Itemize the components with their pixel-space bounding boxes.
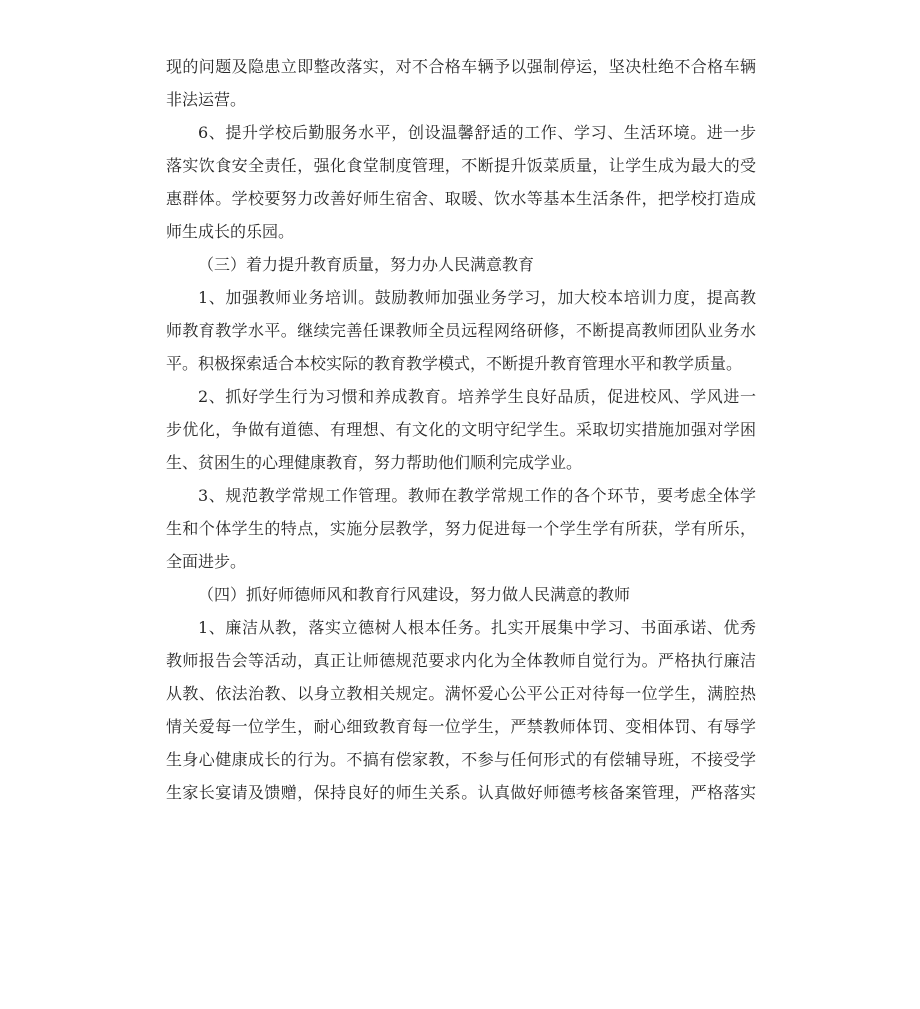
text-line: 全面进步。 <box>166 552 247 571</box>
text-line: 师教育教学水平。继续完善任课教师全员远程网络研修，不断提高教师团队业务水 <box>166 321 756 340</box>
text-line: 生、贫困生的心理健康教育，努力帮助他们顺利完成学业。 <box>166 453 583 472</box>
paragraph-start-line: 2、抓好学生行为习惯和养成教育。培养学生良好品质，促进校风、学风进一 <box>198 387 756 406</box>
text-line: 非法运营。 <box>166 90 247 109</box>
text-line: 生和个体学生的特点，实施分层教学，努力促进每一个学生学有所获，学有所乐， <box>166 519 756 538</box>
text-line: 现的问题及隐患立即整改落实，对不合格车辆予以强制停运，坚决杜绝不合格车辆 <box>166 57 756 76</box>
text-line: 平。积极探索适合本校实际的教育教学模式，不断提升教育管理水平和教学质量。 <box>166 354 743 373</box>
section-heading: （三）着力提升教育质量，努力办人民满意教育 <box>198 255 535 274</box>
text-line: 生家长宴请及馈赠，保持良好的师生关系。认真做好师德考核备案管理，严格落实 <box>166 783 756 802</box>
text-line: 步优化，争做有道德、有理想、有文化的文明守纪学生。采取切实措施加强对学困 <box>166 420 756 439</box>
text-line: 落实饮食安全责任，强化食堂制度管理，不断提升饭菜质量，让学生成为最大的受 <box>166 156 756 175</box>
paragraph-start-line: 6、提升学校后勤服务水平，创设温馨舒适的工作、学习、生活环境。进一步 <box>198 123 756 142</box>
section-heading: （四）抓好师德师风和教育行风建设，努力做人民满意的教师 <box>198 585 631 604</box>
paragraph-start-line: 3、规范教学常规工作管理。教师在教学常规工作的各个环节，要考虑全体学 <box>198 486 756 505</box>
text-line: 从教、依法治教、以身立教相关规定。满怀爱心公平公正对待每一位学生，满腔热 <box>166 684 756 703</box>
text-line: 惠群体。学校要努力改善好师生宿舍、取暖、饮水等基本生活条件，把学校打造成 <box>166 189 756 208</box>
text-line: 情关爱每一位学生，耐心细致教育每一位学生，严禁教师体罚、变相体罚、有辱学 <box>166 717 756 736</box>
paragraph-start-line: 1、加强教师业务培训。鼓励教师加强业务学习，加大校本培训力度，提高教 <box>198 288 756 307</box>
text-line: 师生成长的乐园。 <box>166 222 295 241</box>
text-line: 生身心健康成长的行为。不搞有偿家教，不参与任何形式的有偿辅导班，不接受学 <box>166 750 756 769</box>
text-line: 教师报告会等活动，真正让师德规范要求内化为全体教师自觉行为。严格执行廉洁 <box>166 651 756 670</box>
paragraph-start-line: 1、廉洁从教，落实立德树人根本任务。扎实开展集中学习、书面承诺、优秀 <box>198 618 756 637</box>
